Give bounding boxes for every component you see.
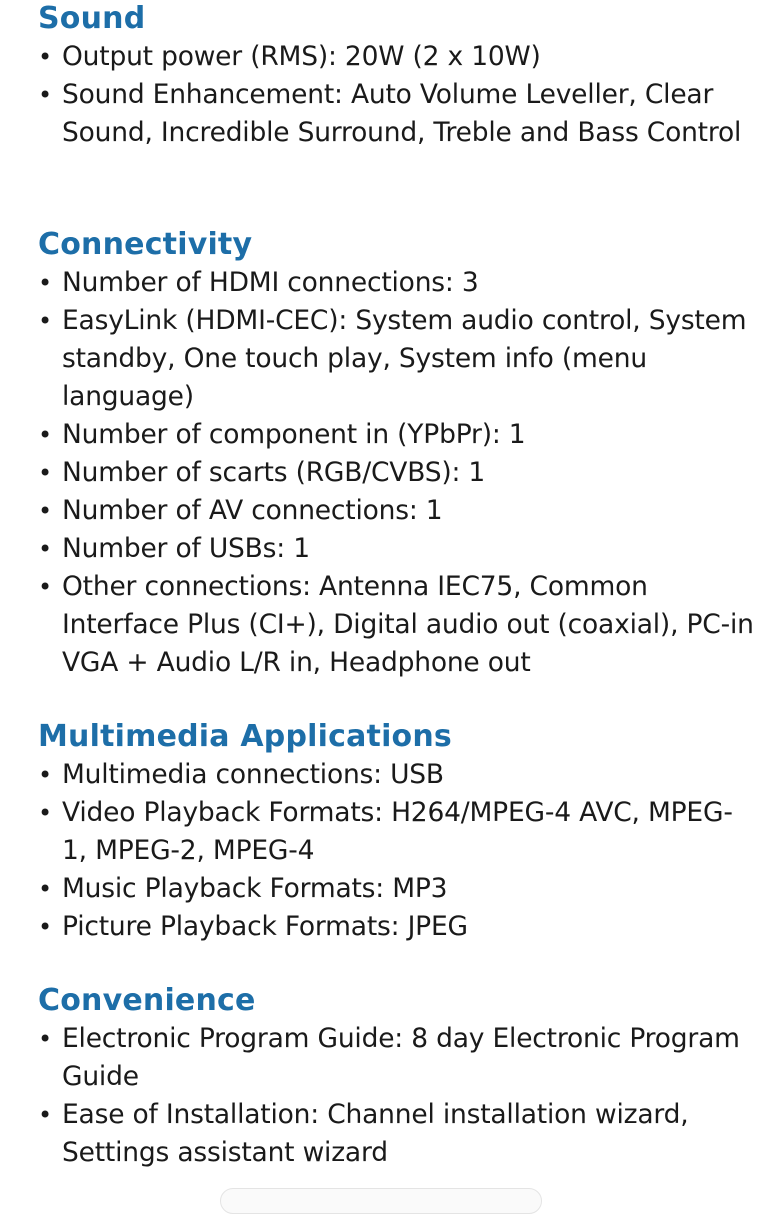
list-item xyxy=(38,454,754,492)
spec-text: Number of scarts (RGB/CVBS): 1 xyxy=(62,457,486,488)
spec-text: Number of component in (YPbPr): 1 xyxy=(62,419,526,450)
spec-text: Video Playback Formats: H264/MPEG-4 AVC, MPEG-1, MPEG-2, MPEG-4 xyxy=(62,797,733,866)
spec-text: Picture Playback Formats: JPEG xyxy=(62,911,468,942)
list-item xyxy=(38,870,754,908)
bullet-icon: • xyxy=(38,81,52,109)
bullet-icon: • xyxy=(38,573,52,601)
bullet-icon: • xyxy=(38,497,52,525)
spec-text: Number of AV connections: 1 xyxy=(62,495,443,526)
bullet-icon: • xyxy=(38,799,52,827)
bullet-icon: • xyxy=(38,875,52,903)
bullet-icon: • xyxy=(38,535,52,563)
bullet-icon: • xyxy=(38,1101,52,1129)
section-title: Sound xyxy=(38,1,146,36)
bullet-icon: • xyxy=(38,761,52,789)
list-item xyxy=(38,76,754,152)
spec-list xyxy=(38,1020,754,1172)
list-item xyxy=(38,416,754,454)
section-multimedia-applications xyxy=(38,718,754,946)
bottom-sheet-handle[interactable] xyxy=(220,1188,542,1214)
bullet-icon: • xyxy=(38,43,52,71)
section-title: Multimedia Applications xyxy=(38,719,452,754)
section-sound xyxy=(38,0,754,152)
spec-text: EasyLink (HDMI-CEC): System audio control, System standby, One touch play, System info (menu language) xyxy=(62,305,747,412)
section-convenience xyxy=(38,982,754,1172)
list-item xyxy=(38,794,754,870)
spec-text: Other connections: Antenna IEC75, Common Interface Plus (CI+), Digital audio out (coaxial), PC-in VGA + Audio L/R in, Headphone out xyxy=(62,571,754,678)
spec-text: Electronic Program Guide: 8 day Electronic Program Guide xyxy=(62,1023,740,1092)
list-item xyxy=(38,756,754,794)
section-title: Connectivity xyxy=(38,227,253,262)
spec-text: Ease of Installation: Channel installation wizard, Settings assistant wizard xyxy=(62,1099,689,1168)
bullet-icon: • xyxy=(38,421,52,449)
spec-text: Output power (RMS): 20W (2 x 10W) xyxy=(62,41,541,72)
bullet-icon: • xyxy=(38,459,52,487)
section-connectivity xyxy=(38,226,754,682)
bullet-icon: • xyxy=(38,913,52,941)
spec-text: Music Playback Formats: MP3 xyxy=(62,873,448,904)
list-item xyxy=(38,492,754,530)
list-item xyxy=(38,1020,754,1096)
section-title: Convenience xyxy=(38,983,256,1018)
list-item xyxy=(38,1096,754,1172)
spec-text: Number of HDMI connections: 3 xyxy=(62,267,479,298)
spec-text: Multimedia connections: USB xyxy=(62,759,444,790)
list-item xyxy=(38,38,754,76)
bullet-icon: • xyxy=(38,307,52,335)
spec-text: Sound Enhancement: Auto Volume Leveller, Clear Sound, Incredible Surround, Treble and Bass Control xyxy=(62,79,742,148)
list-item xyxy=(38,568,754,682)
spec-list xyxy=(38,756,754,946)
spec-list xyxy=(38,38,754,152)
spec-list xyxy=(38,264,754,682)
bullet-icon: • xyxy=(38,1025,52,1053)
list-item xyxy=(38,530,754,568)
bullet-icon: • xyxy=(38,269,52,297)
list-item xyxy=(38,908,754,946)
list-item xyxy=(38,264,754,302)
list-item xyxy=(38,302,754,416)
spec-text: Number of USBs: 1 xyxy=(62,533,310,564)
